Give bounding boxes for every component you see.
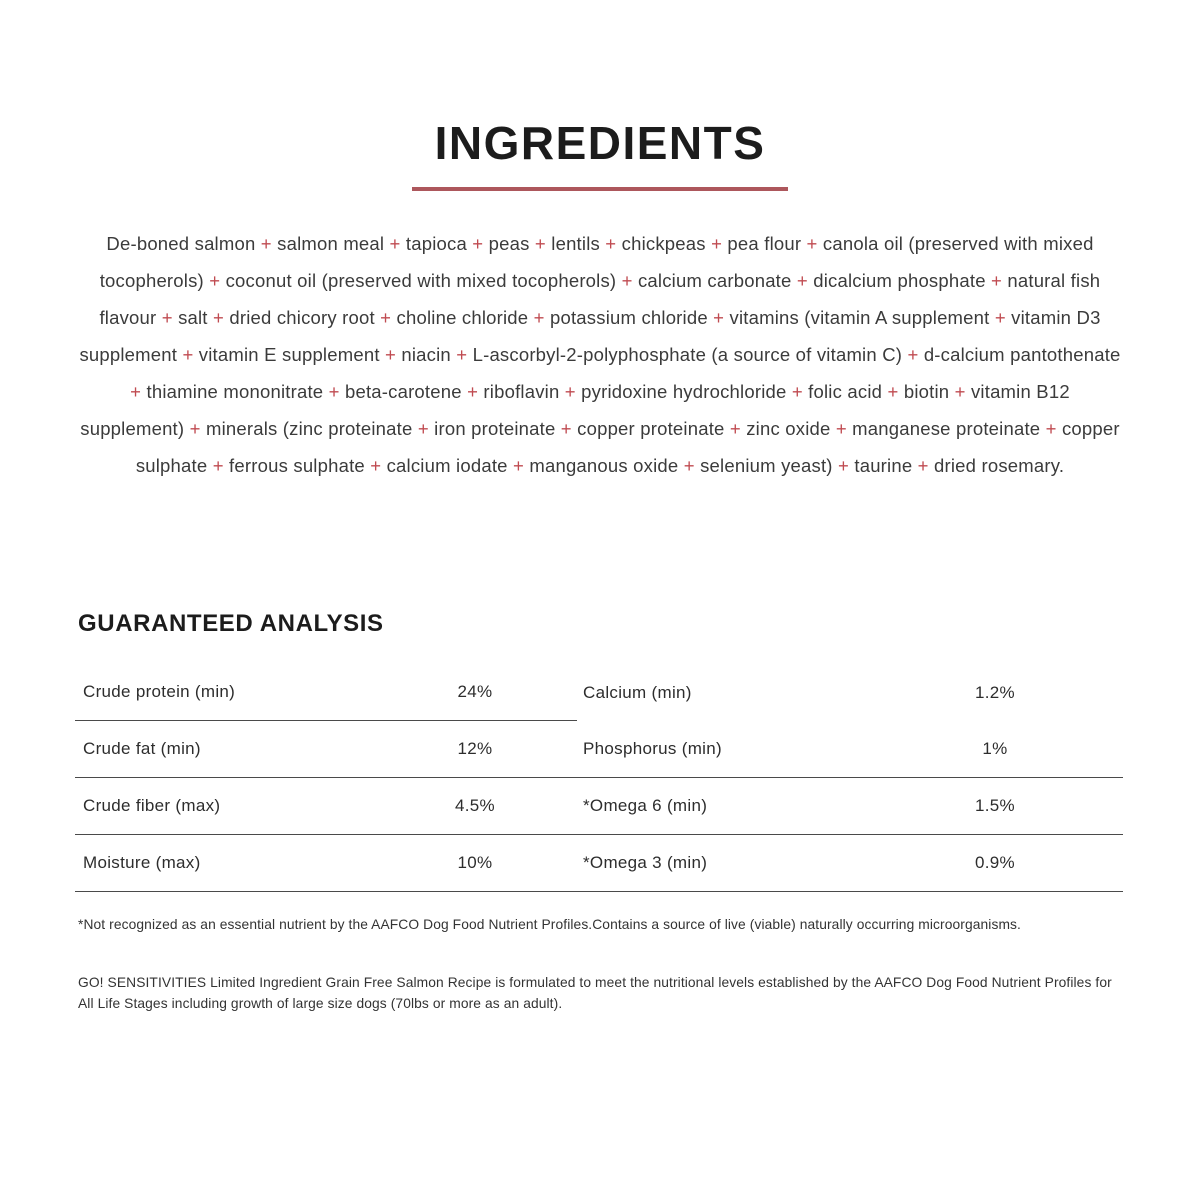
nutrient-label: *Omega 3 (min) xyxy=(583,853,708,872)
plus-separator: + xyxy=(791,270,814,291)
table-cell-group xyxy=(75,721,577,777)
plus-separator: + xyxy=(882,381,904,402)
nutrient-label: Crude protein (min) xyxy=(83,682,236,701)
plus-separator: + xyxy=(207,307,230,328)
plus-separator: + xyxy=(323,381,345,402)
ingredients-text: De-boned salmon + salmon meal + tapioca + peas + lentils + chickpeas + pea flour + canola oil (preserved with mixed tocopherols) + coconut oil (preserved with mixed tocopherols) + calcium carbonate + dicalcium phosphate + natural fish flavour + salt + dried chicory root + choline chloride + potassium chloride + vitamins (vitamin A supplement + vitamin D3 supplement + vitamin E supplement + niacin + L-ascorbyl-2-polyphosphate (a source of vitamin C) + d-calcium pantothenate + thiamine mononitrate + beta-carotene + riboflavin + pyridoxine hydrochloride + folic acid + biotin + vitamin B12 supplement) + minerals (zinc proteinate + iron proteinate + copper proteinate + zinc oxide + manganese proteinate + copper sulphate + ferrous sulphate + calcium iodate + manganous oxide + selenium yeast) + taurine + dried rosemary. xyxy=(79,233,1121,476)
table-row xyxy=(75,721,1123,778)
plus-separator: + xyxy=(599,233,622,254)
nutrient-value: 12% xyxy=(457,739,493,758)
plus-separator: + xyxy=(450,344,473,365)
nutrient-value: 4.5% xyxy=(455,796,495,815)
plus-separator: + xyxy=(801,233,823,254)
aafco-statement: GO! SENSITIVITIES Limited Ingredient Grain Free Salmon Recipe is formulated to meet the nutritional levels established by the AAFCO Dog Food Nutrient Profiles for All Life Stages including growth of large size dogs (70lbs or more as an adult). xyxy=(78,975,1112,1011)
plus-separator: + xyxy=(902,344,924,365)
plus-separator: + xyxy=(616,270,638,291)
plus-separator: + xyxy=(207,455,230,476)
plus-separator: + xyxy=(374,307,397,328)
plus-separator: + xyxy=(412,418,435,439)
plus-separator: + xyxy=(255,233,278,254)
nutrient-value: 24% xyxy=(457,682,493,701)
plus-separator: + xyxy=(130,381,147,402)
nutrient-value: 10% xyxy=(457,853,493,872)
table-cell-group xyxy=(75,778,577,834)
table-cell-group xyxy=(577,721,1123,777)
plus-separator: + xyxy=(949,381,971,402)
plus-separator: + xyxy=(529,233,552,254)
nutrient-value: 1% xyxy=(982,739,1008,758)
plus-separator: + xyxy=(912,455,935,476)
plus-separator: + xyxy=(830,418,853,439)
table-row xyxy=(75,664,1123,721)
nutrient-label: Moisture (max) xyxy=(83,853,201,872)
plus-separator: + xyxy=(724,418,747,439)
plus-separator: + xyxy=(985,270,1008,291)
plus-separator: + xyxy=(528,307,550,328)
nutrient-label: Crude fiber (max) xyxy=(83,796,221,815)
table-cell-group xyxy=(75,835,577,891)
analysis-footnote: *Not recognized as an essential nutrient by the AAFCO Dog Food Nutrient Profiles.Contains a source of live (viable) naturally occurring microorganisms. xyxy=(78,917,1021,932)
table-cell-group xyxy=(577,778,1123,834)
nutrient-value: 0.9% xyxy=(975,853,1015,872)
plus-separator: + xyxy=(678,455,701,476)
plus-separator: + xyxy=(1040,418,1062,439)
plus-separator: + xyxy=(989,307,1012,328)
plus-separator: + xyxy=(705,233,728,254)
plus-separator: + xyxy=(156,307,179,328)
nutrient-label: Crude fat (min) xyxy=(83,739,201,758)
table-cell-group xyxy=(75,664,577,721)
ingredients-title: INGREDIENTS xyxy=(434,117,766,169)
guaranteed-analysis-heading: GUARANTEED ANALYSIS xyxy=(78,610,384,637)
plus-separator: + xyxy=(832,455,855,476)
plus-separator: + xyxy=(364,455,387,476)
plus-separator: + xyxy=(461,381,484,402)
table-cell-group xyxy=(577,835,1123,891)
table-cell-group xyxy=(577,664,1123,721)
table-row xyxy=(75,778,1123,835)
nutrient-value: 1.2% xyxy=(975,682,1015,702)
nutrient-value: 1.5% xyxy=(975,796,1015,815)
plus-separator: + xyxy=(384,233,406,254)
plus-separator: + xyxy=(559,381,582,402)
nutrient-label: *Omega 6 (min) xyxy=(583,796,708,815)
plus-separator: + xyxy=(184,418,206,439)
title-underline-rule xyxy=(412,187,788,191)
plus-separator: + xyxy=(555,418,578,439)
plus-separator: + xyxy=(203,270,226,291)
plus-separator: + xyxy=(786,381,809,402)
plus-separator: + xyxy=(507,455,530,476)
guaranteed-analysis-table xyxy=(75,664,1123,892)
plus-separator: + xyxy=(707,307,730,328)
plus-separator: + xyxy=(379,344,402,365)
table-row xyxy=(75,835,1123,892)
plus-separator: + xyxy=(466,233,489,254)
nutrient-label: Calcium (min) xyxy=(583,682,692,702)
plus-separator: + xyxy=(177,344,199,365)
nutrient-label: Phosphorus (min) xyxy=(583,739,722,758)
